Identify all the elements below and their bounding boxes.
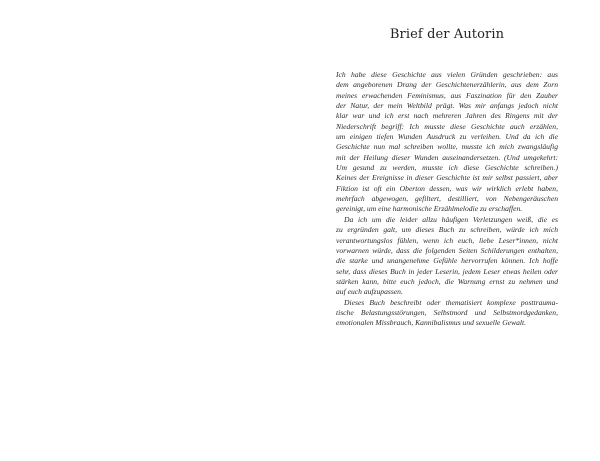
text-line: mehrfach abgewogen, gefiltert, destilliert, von Nebengeräuschen — [336, 194, 558, 204]
text-line: meines erwachenden Feminismus, aus Faszination für den Zauber — [336, 90, 558, 100]
text-line: vorwarnen würde, dass die folgenden Seiten Schilderungen enthalten, — [336, 245, 558, 255]
text-line: verantwortungslos fühlen, wenn ich euch, liebe Leser*innen, nicht — [336, 235, 558, 245]
text-line: zu ergründen galt, um dieses Buch zu schreiben, würde ich mich — [336, 225, 558, 235]
letter-body — [336, 70, 558, 329]
text-line: um einigen tiefen Wunden Ausdruck zu verleihen. Und da ich die — [336, 132, 558, 142]
text-line: sehr, dass dieses Buch in jeder Leserin, jedem Leser etwas heilen oder — [336, 266, 558, 276]
text-line: Um gesund zu werden, musste ich diese Geschichte schreiben.) — [336, 163, 558, 173]
text-line: Fiktion ist oft ein Oberton dessen, was wir wirklich erlebt haben, — [336, 183, 558, 193]
text-line: klar war und ich erst nach mehreren Jahren des Ringens mit der — [336, 111, 558, 121]
text-line: mit der Heilung dieser Wunden auseinandersetzen. (Und umgekehrt: — [336, 152, 558, 162]
text-line: Niederschrift begriff: Ich musste diese Geschichte auch erzählen, — [336, 121, 558, 131]
text-line: tische Belastungsstörungen, Selbstmord und Selbstmordgedanken, — [336, 307, 558, 317]
text-line: Dieses Buch beschreibt oder thematisiert komplexe posttrauma- — [344, 297, 558, 307]
text-line: emotionalen Missbrauch, Kannibalismus und sexuelle Gewalt. — [336, 318, 527, 328]
text-line: Keines der Ereignisse in dieser Geschichte ist mir selbst passiert, aber — [336, 173, 558, 183]
text-line: Ich habe diese Geschichte aus vielen Gründen geschrieben: aus — [336, 70, 558, 79]
text-line: stärken kann, bitte euch jedoch, die Warnung ernst zu nehmen und — [336, 276, 558, 286]
chapter-title: Brief der Autorin — [389, 27, 505, 42]
text-line: der Natur, der mein Weltbild prägt. Was mir anfangs jedoch nicht — [336, 101, 558, 111]
text-line: dem angeborenen Drang der Geschichtenerzählerin, aus dem Zorn — [336, 80, 558, 90]
text-line: gereinigt, um eine harmonische Erzählmelodie zu erschaffen. — [336, 204, 523, 214]
text-line: die starke und unangenehme Gefühle hervorrufen können. Ich hoffe — [336, 256, 558, 266]
text-line: auf euch aufzupassen. — [336, 287, 403, 297]
text-line: Geschichte nun mal schreiben wollte, musste ich mich zwangsläufig — [336, 142, 558, 152]
text-line: Da ich um die leider allzu häufigen Verletzungen weiß, die es — [344, 214, 558, 224]
